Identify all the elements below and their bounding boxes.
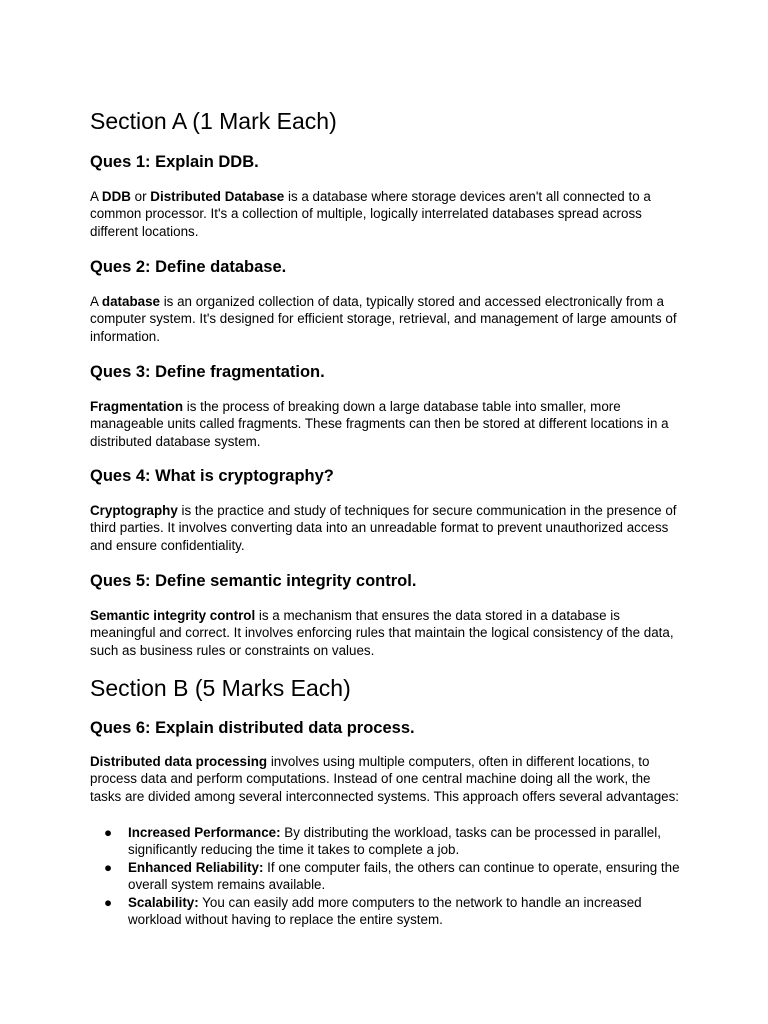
list-item-text: If one computer fails, the others can continue to operate, ensuring the overall system remains available. <box>128 859 680 893</box>
question-1-title: Ques 1: Explain DDB. <box>90 153 259 171</box>
question-4-title: Ques 4: What is cryptography? <box>90 467 334 485</box>
question-1-answer <box>90 188 682 240</box>
answer-text: or <box>130 189 151 204</box>
question-4-answer <box>90 502 682 554</box>
advantages-list <box>90 824 690 928</box>
question-3-answer <box>90 398 682 450</box>
question-3-title: Ques 3: Define fragmentation. <box>90 363 325 381</box>
question-2-title: Ques 2: Define database. <box>90 258 287 276</box>
list-item <box>90 894 690 929</box>
answer-text: involves using multiple computers, often in different locations, to process data and perform computations. Instead of one central machine doing all the work, the tasks are divided among several interconnected systems. This approach offers several advantages: <box>90 754 680 804</box>
answer-text: A <box>90 189 102 204</box>
list-item-text: By distributing the workload, tasks can be processed in parallel, significantly reducing the time it takes to complete a job. <box>128 825 661 858</box>
question-6-answer <box>90 753 682 805</box>
question-6-title: Ques 6: Explain distributed data process. <box>90 719 415 737</box>
answer-text: is a database where storage devices aren't all connected to a common processor. It's a collection of multiple, logically interrelated databases spread across different locations. <box>90 189 651 239</box>
list-item-label: Increased Performance: <box>128 825 281 840</box>
bullet-icon: ● <box>104 894 113 910</box>
answer-term: Semantic integrity control <box>90 608 256 623</box>
question-5-title: Ques 5: Define semantic integrity control. <box>90 572 417 590</box>
answer-term: database <box>101 294 160 309</box>
answer-text: A <box>90 294 102 309</box>
list-item <box>90 824 690 859</box>
answer-term: Distributed Database <box>150 189 285 204</box>
list-item-text: You can easily add more computers to the network to handle an increased workload without having to replace the entire system. <box>128 894 642 928</box>
answer-text: is the process of breaking down a large database table into smaller, more manageable units called fragments. These fragments can then be stored at different locations in a distributed database system. <box>90 399 669 449</box>
answer-text: is a mechanism that ensures the data stored in a database is meaningful and correct. It involves enforcing rules that maintain the logical consistency of the data, such as business rules or constraints on values. <box>90 608 674 658</box>
section-a-title: Section A (1 Mark Each) <box>90 108 337 134</box>
question-2-answer <box>90 293 682 345</box>
answer-text: is the practice and study of techniques for secure communication in the presence of third parties. It involves converting data into an unreadable format to prevent unauthorized access and ensure confidentiality. <box>90 503 677 553</box>
answer-term: DDB <box>101 189 131 204</box>
bullet-icon: ● <box>104 859 113 875</box>
answer-term: Distributed data processing <box>90 754 268 769</box>
list-item-label: Enhanced Reliability: <box>128 859 264 875</box>
answer-term: Cryptography <box>90 503 178 518</box>
list-item-label: Scalability: <box>128 894 199 910</box>
list-item <box>90 859 690 894</box>
answer-term: Fragmentation <box>90 399 183 414</box>
bullet-icon: ● <box>104 825 113 840</box>
answer-text: is an organized collection of data, typically stored and accessed electronically from a computer system. It's designed for efficient storage, retrieval, and management of large amounts of information. <box>90 294 677 344</box>
question-5-answer <box>90 607 682 659</box>
section-b-title: Section B (5 Marks Each) <box>90 675 351 701</box>
